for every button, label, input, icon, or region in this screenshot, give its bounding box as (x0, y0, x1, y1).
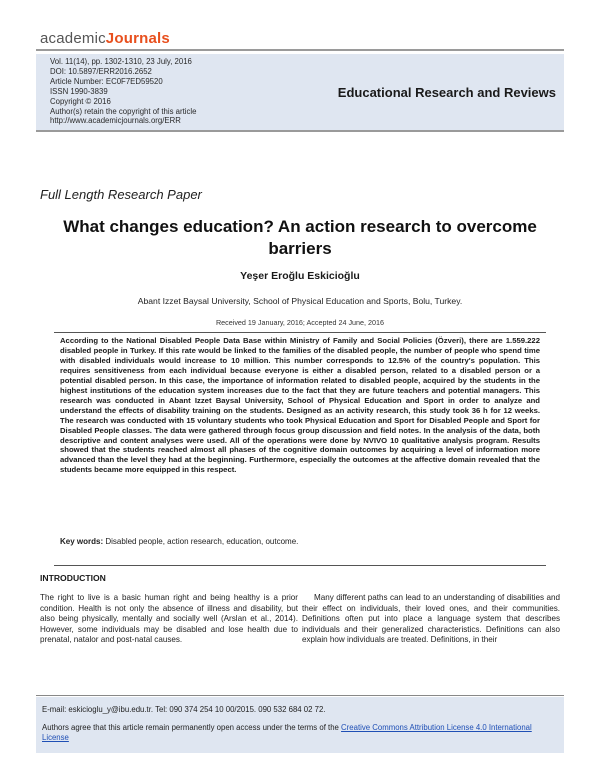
received-dates: Received 19 January, 2016; Accepted 24 June, 2016 (215, 318, 385, 327)
keywords (60, 537, 298, 546)
article-meta-box (36, 54, 564, 132)
article-meta (50, 57, 196, 126)
license-notice (42, 723, 556, 744)
publisher-logo (40, 30, 170, 47)
paper-type: Full Length Research Paper (40, 187, 202, 202)
author-affiliation: Abant Izzet Baysal University, School of Physical Education and Sports, Bolu, Turkey. (137, 296, 463, 306)
author-name: Yeşer Eroğlu Eskicioğlu (240, 270, 360, 282)
meta-copyright: Copyright © 2016 (50, 96, 111, 106)
correspondence-email[interactable]: E-mail: eskicioglu_y@ibu.edu.tr. Tel: 090 374 254 10 00/2015. 090 532 684 02 72. (42, 705, 326, 714)
license-link[interactable]: Creative Commons Attribution License 4.0 International License (42, 723, 532, 743)
paragraph: Many different paths can lead to an understanding of disabilities and their effect on individuals, their loved ones, and their communities. Definitions often put into place a language system that describes individuals and their generalized characteristics. Definitions can also explain how individuals are treated. Definitions, in their (302, 593, 560, 645)
abstract-text: According to the National Disabled People Data Base within Ministry of Family and Social Policies (Özveri), there are 1.559.222 disabled people in Turkey. If this rate would be linked to the families of the disabled people, the number of people who spend time with disabled individuals would increase to 10 million. This number corresponds to 12.5% of the country's population. This requires sensitiveness from each individual because everyone is either a disabled person, related to a disabled person or a potential disabled person. In this case, the importance of information related to disabled people, acquired by the students in the highest institutions of the education system increases due to the fact that they are future teachers and potential managers. This research was conducted in Abant Izzet Baysal University, School of Physical Education and Sport in order to analyze and understand the effects of disability training on the students. Designed as an activity research, this study took 36 h for 12 weeks. The research was conducted with 15 voluntary students who took Physical Education and Sport for Disabled People and Sport for Disabled People classes. The data were gathered through focus group discussion and field notes. In the analysis of the data, both descriptive and content analyses were used. All of the operations were done by NVIVO 10 qualitative analysis program. Results showed that the students reached almost all phases of the cognitive domain outcomes by acquiring a level of information more advanced than the level they had at the beginning. Furthermore, especially the outcomes at the affective domain revealed that the students became more equipped in this respect. (60, 336, 540, 475)
footer-rule (36, 695, 564, 696)
keywords-label: Key words: (60, 537, 104, 546)
header-rule (36, 49, 564, 51)
meta-url[interactable]: http://www.academicjournals.org/ERR (50, 116, 181, 126)
license-text: Authors agree that this article remain permanently open access under the terms of the (42, 723, 339, 732)
meta-doi: DOI: 10.5897/ERR2016.2652 (50, 66, 152, 76)
meta-issn: ISSN 1990-3839 (50, 86, 108, 96)
meta-retain: Author(s) retain the copyright of this article (50, 106, 197, 116)
paragraph: The right to live is a basic human right and being healthy is a prior condition. Health is not only the absence of illness and disability, but also being physically, mentally and socially well (Arslan et al., 2014). However, some individuals may be disabled and lose health due to prenatal, natalor and post-natal causes. (40, 593, 298, 645)
abstract-box (54, 332, 546, 566)
journal-name: Educational Research and Reviews (337, 85, 556, 100)
body-column-right (302, 593, 560, 646)
meta-volume: Vol. 11(14), pp. 1302-1310, 23 July, 2016 (50, 57, 192, 66)
section-heading-introduction: INTRODUCTION (40, 573, 106, 583)
article-title: What changes education? An action research to overcome barriers (63, 217, 537, 258)
logo-journals: Journals (105, 30, 170, 47)
logo-academic: academic (40, 30, 106, 47)
body-column-left (40, 593, 298, 646)
footer-box (36, 697, 564, 753)
keywords-list: Disabled people, action research, education, outcome. (105, 537, 299, 546)
meta-article-number: Article Number: EC0F7ED59520 (50, 76, 163, 86)
